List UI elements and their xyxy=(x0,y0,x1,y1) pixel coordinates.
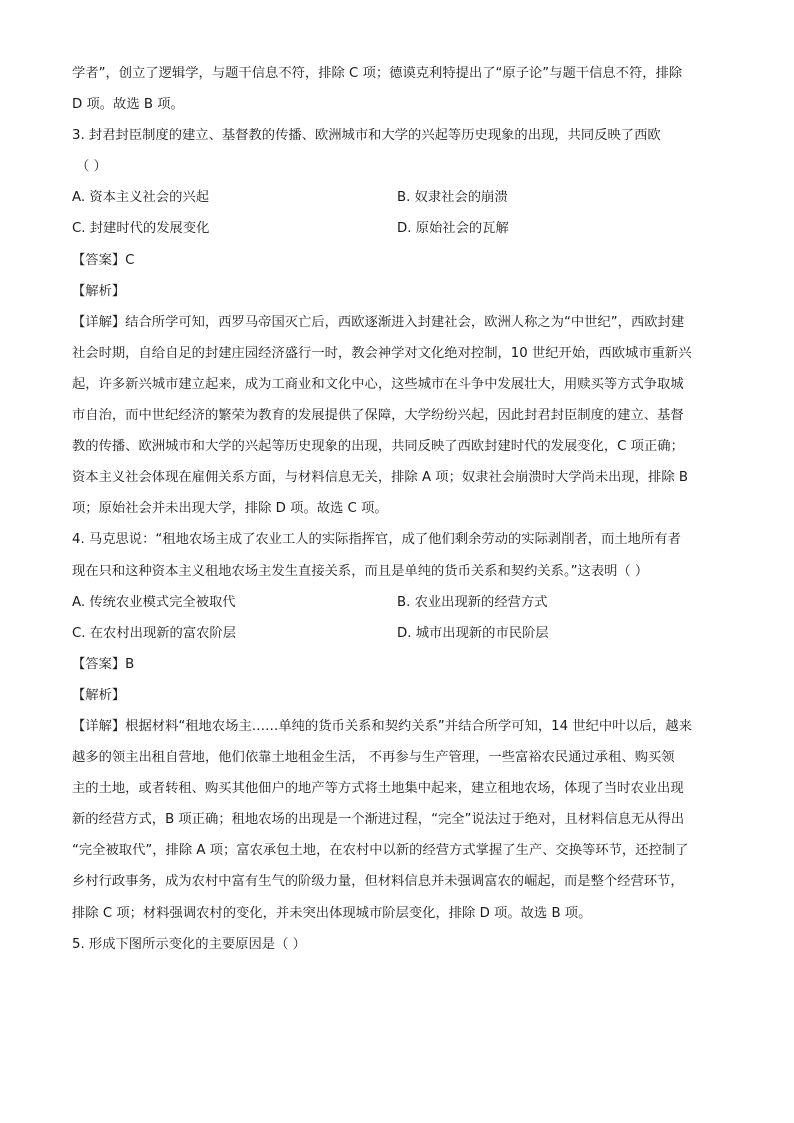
text-line: 越多的领主出租自营地，他们依靠土地租金生活， 不再参与生产管理，一些富裕农民通过承租、购买领 xyxy=(72,750,675,766)
text-line: 【详解】结合所学可知，西罗马帝国灭亡后，西欧逐渐进入封建社会，欧洲人称之为“中世纪”，西欧封建 xyxy=(72,314,685,330)
document-page xyxy=(72,58,722,960)
text-line: 教的传播、欧洲城市和大学的兴起等历史现象的出现，共同反映了西欧封建时代的发展变化，C 项正确； xyxy=(72,439,684,455)
text-line: 【详解】根据材料“租地农场主……单纯的货币关系和契约关系”并结合所学可知，14 世纪中叶以后，越来 xyxy=(72,718,692,734)
text-line: 新的经营方式，B 项正确；租地农场的出现是一个渐进过程，“完全”说法过于绝对，且材料信息无从得出 xyxy=(72,812,685,828)
option-c: C. 封建时代的发展变化 xyxy=(72,221,210,237)
options-row xyxy=(72,182,722,213)
text-line: 起，许多新兴城市建立起来，成为工商业和文化中心，这些城市在斗争中发展壮大，用赎买等方式争取城 xyxy=(72,376,684,392)
options-row xyxy=(72,618,722,649)
text-line: D 项。故选 B 项。 xyxy=(72,97,184,113)
answer-label: 【答案】C xyxy=(72,252,135,268)
question-3 xyxy=(72,120,722,524)
question-stem: 现在只和这种资本主义租地农场主发生直接关系，而且是单纯的货币关系和契约关系。”这表明（ ） xyxy=(72,563,649,579)
detail-explanation xyxy=(72,307,722,525)
question-stem: 3. 封君封臣制度的建立、基督教的传播、欧洲城市和大学的兴起等历史现象的出现，共同反映了西欧 xyxy=(72,128,661,144)
question-5 xyxy=(72,929,722,960)
analysis-label: 【解析】 xyxy=(72,283,126,299)
option-a: A. 资本主义社会的兴起 xyxy=(72,190,209,206)
option-d: D. 原始社会的瓦解 xyxy=(397,221,509,237)
text-line: 学者”，创立了逻辑学，与题干信息不符，排除 C 项；德谟克利特提出了“原子论”与题干信息不符，排除 xyxy=(72,66,683,81)
text-line: 资本主义社会体现在雇佣关系方面，与材料信息无关，排除 A 项；奴隶社会崩溃时大学尚未出现，排除 B xyxy=(72,470,688,486)
analysis-label: 【解析】 xyxy=(72,687,126,703)
option-b: B. 农业出现新的经营方式 xyxy=(397,594,548,610)
detail-explanation xyxy=(72,711,722,929)
previous-explanation xyxy=(72,58,722,120)
option-b: B. 奴隶社会的崩溃 xyxy=(397,190,508,206)
question-stem: 4. 马克思说：“租地农场主成了农业工人的实际指挥官，成了他们剩余劳动的实际剥削者，而土地所有者 xyxy=(72,532,681,548)
answer-blank: （ ） xyxy=(76,159,107,175)
question-4 xyxy=(72,524,722,928)
options-row xyxy=(72,213,722,244)
text-line: 市自治，而中世纪经济的繁荣为教育的发展提供了保障，大学纷纷兴起，因此封君封臣制度的建立、基督 xyxy=(72,408,684,424)
text-line: “完全被取代”，排除 A 项；富农承包土地，在农村中以新的经营方式掌握了生产、交换等环节，还控制了 xyxy=(72,843,689,859)
text-line: 排除 C 项；材料强调农村的变化，并未突出体现城市阶层变化，排除 D 项。故选 B 项。 xyxy=(72,905,592,921)
option-a: A. 传统农业模式完全被取代 xyxy=(72,594,236,610)
answer-label: 【答案】B xyxy=(72,656,135,672)
text-line: 社会时期，自给自足的封建庄园经济盛行一时，教会神学对文化绝对控制，10 世纪开始，西欧城市重新兴 xyxy=(72,345,692,361)
option-d: D. 城市出现新的市民阶层 xyxy=(397,625,549,641)
text-line: 乡村行政事务，成为农村中富有生气的阶级力量，但材料信息并未强调富农的崛起，而是整个经营环节， xyxy=(72,874,684,890)
text-line: 主的土地，或者转租、购买其他佃户的地产等方式将土地集中起来，建立租地农场，体现了当时农业出现 xyxy=(72,781,684,797)
options-row xyxy=(72,587,722,618)
option-c: C. 在农村出现新的富农阶层 xyxy=(72,625,237,641)
text-line: 项；原始社会并未出现大学，排除 D 项。故选 C 项。 xyxy=(72,501,388,517)
question-stem: 5. 形成下图所示变化的主要原因是（ ） xyxy=(72,936,306,952)
